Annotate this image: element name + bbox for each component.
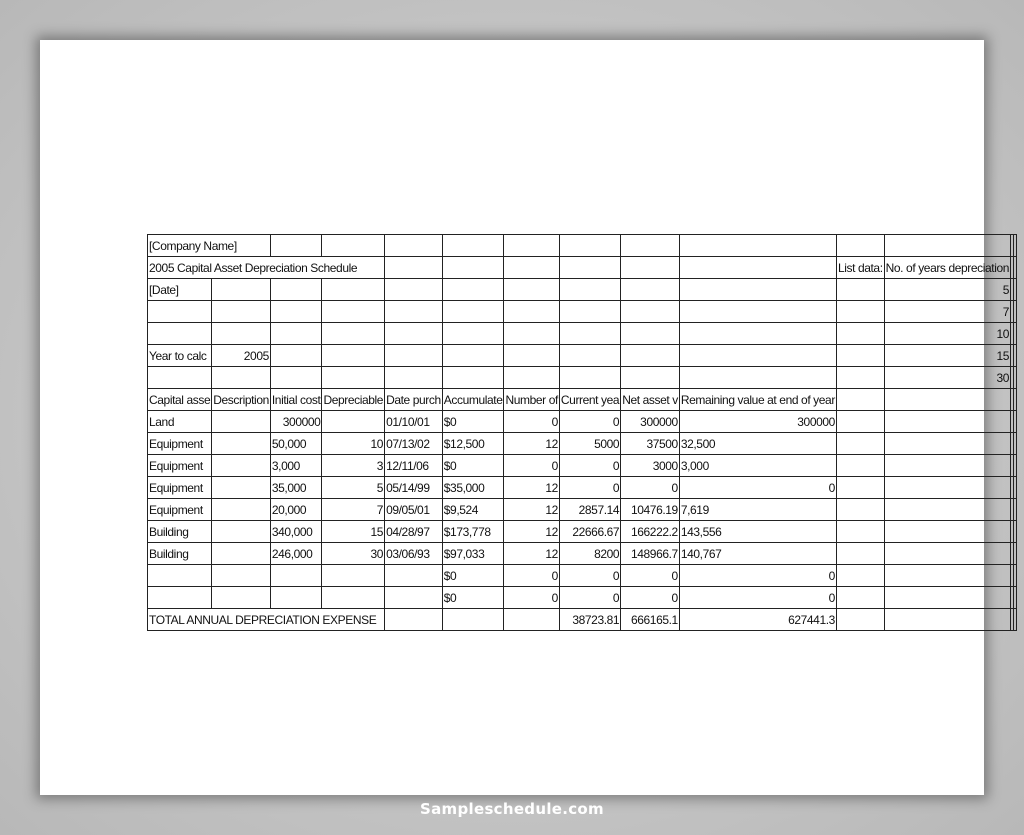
asset-row: [148, 521, 1017, 543]
net-asset-cell[interactable]: 300000: [621, 411, 680, 433]
sheet-cell[interactable]: [1014, 389, 1017, 411]
date-purchased-cell[interactable]: 04/28/97: [385, 521, 443, 543]
depreciable-years-cell[interactable]: 3: [322, 455, 385, 477]
accumulated-cell[interactable]: $97,033: [442, 543, 504, 565]
sheet-cell[interactable]: [621, 257, 680, 279]
sheet-cell[interactable]: [559, 235, 620, 257]
sheet-cell[interactable]: [836, 609, 884, 631]
sheet-cell[interactable]: [322, 367, 385, 389]
remaining-value-cell[interactable]: 7,619: [679, 499, 836, 521]
accumulated-cell[interactable]: $0: [442, 411, 504, 433]
sheet-cell[interactable]: [1014, 521, 1017, 543]
sheet-cell[interactable]: [1014, 433, 1017, 455]
column-header[interactable]: Accumulate: [442, 389, 504, 411]
number-cell[interactable]: 12: [504, 499, 559, 521]
initial-cost-cell[interactable]: 50,000: [270, 433, 322, 455]
depreciation-spreadsheet: [147, 234, 1017, 631]
sheet-cell[interactable]: [836, 565, 884, 587]
current-year-cell[interactable]: 2857.14: [559, 499, 620, 521]
total-label-cell[interactable]: TOTAL ANNUAL DEPRECIATION EXPENSE: [148, 609, 385, 631]
year-row: [148, 345, 1017, 367]
number-cell[interactable]: 0: [504, 411, 559, 433]
depreciable-years-cell[interactable]: 7: [322, 499, 385, 521]
asset-row: [148, 587, 1017, 609]
asset-cell[interactable]: Equipment: [148, 433, 212, 455]
column-header-row: [148, 389, 1017, 411]
current-year-cell[interactable]: 0: [559, 565, 620, 587]
sheet-cell[interactable]: [1014, 323, 1017, 345]
asset-cell[interactable]: [148, 565, 212, 587]
description-cell[interactable]: [212, 411, 271, 433]
current-year-cell[interactable]: 0: [559, 411, 620, 433]
sheet-cell[interactable]: [836, 433, 884, 455]
sheet-cell[interactable]: [679, 345, 836, 367]
sheet-cell[interactable]: [1014, 499, 1017, 521]
date-purchased-cell[interactable]: [385, 587, 443, 609]
asset-row: [148, 433, 1017, 455]
sheet-cell[interactable]: [148, 301, 212, 323]
total-remaining-cell[interactable]: 627441.3: [679, 609, 836, 631]
number-cell[interactable]: 0: [504, 455, 559, 477]
sheet-cell[interactable]: [836, 235, 884, 257]
sheet-cell[interactable]: [559, 345, 620, 367]
sheet-cell[interactable]: [884, 521, 1010, 543]
sheet-cell[interactable]: [621, 323, 680, 345]
sheet-cell[interactable]: [1014, 455, 1017, 477]
remaining-value-cell[interactable]: 140,767: [679, 543, 836, 565]
column-header[interactable]: Number of: [504, 389, 559, 411]
asset-cell[interactable]: Land: [148, 411, 212, 433]
date-purchased-cell[interactable]: 01/10/01: [385, 411, 443, 433]
sheet-cell[interactable]: [1014, 345, 1017, 367]
depreciable-years-cell[interactable]: [322, 565, 385, 587]
number-cell[interactable]: 0: [504, 587, 559, 609]
asset-row: [148, 565, 1017, 587]
asset-cell[interactable]: Equipment: [148, 455, 212, 477]
sheet-cell[interactable]: [442, 257, 504, 279]
total-net-cell[interactable]: 666165.1: [621, 609, 680, 631]
sheet-cell[interactable]: [836, 323, 884, 345]
sheet-cell[interactable]: [559, 323, 620, 345]
initial-cost-cell[interactable]: 3,000: [270, 455, 322, 477]
sheet-cell[interactable]: [679, 257, 836, 279]
year-label-cell[interactable]: Year to calc: [148, 345, 212, 367]
sheet-cell[interactable]: [621, 235, 680, 257]
sheet-cell[interactable]: [884, 411, 1010, 433]
number-cell[interactable]: 0: [504, 565, 559, 587]
sheet-cell[interactable]: [836, 477, 884, 499]
current-year-cell[interactable]: 0: [559, 455, 620, 477]
initial-cost-cell[interactable]: 20,000: [270, 499, 322, 521]
sheet-cell[interactable]: [442, 609, 504, 631]
sheet-cell[interactable]: [442, 345, 504, 367]
column-header[interactable]: Depreciable: [322, 389, 385, 411]
sheet-cell[interactable]: [385, 367, 443, 389]
net-asset-cell[interactable]: 0: [621, 587, 680, 609]
depreciable-years-cell[interactable]: 15: [322, 521, 385, 543]
sheet-cell[interactable]: [679, 279, 836, 301]
date-purchased-cell[interactable]: 12/11/06: [385, 455, 443, 477]
sheet-cell[interactable]: [836, 345, 884, 367]
column-header[interactable]: Date purch: [385, 389, 443, 411]
asset-row: [148, 499, 1017, 521]
sheet-cell[interactable]: [559, 257, 620, 279]
list-value-cell[interactable]: 7: [884, 301, 1010, 323]
sheet-cell[interactable]: [679, 323, 836, 345]
remaining-value-cell[interactable]: 300000: [679, 411, 836, 433]
sheet-cell[interactable]: [504, 609, 559, 631]
date-purchased-cell[interactable]: [385, 565, 443, 587]
sheet-cell[interactable]: [884, 543, 1010, 565]
asset-cell[interactable]: Equipment: [148, 477, 212, 499]
total-current-cell[interactable]: 38723.81: [559, 609, 620, 631]
number-cell[interactable]: 12: [504, 543, 559, 565]
sheet-cell[interactable]: [504, 323, 559, 345]
sheet-cell[interactable]: [836, 543, 884, 565]
sheet-cell[interactable]: [1014, 279, 1017, 301]
sheet-cell[interactable]: [270, 301, 322, 323]
sheet-cell[interactable]: [504, 235, 559, 257]
current-year-cell[interactable]: 0: [559, 587, 620, 609]
sheet-cell[interactable]: [836, 301, 884, 323]
depreciable-years-cell[interactable]: 5: [322, 477, 385, 499]
sheet-cell[interactable]: [504, 257, 559, 279]
company-name-cell[interactable]: [Company Name]: [148, 235, 271, 257]
number-cell[interactable]: 12: [504, 433, 559, 455]
sheet-cell[interactable]: [212, 279, 271, 301]
sheet-cell[interactable]: [270, 279, 322, 301]
list-data-label[interactable]: List data:: [836, 257, 884, 279]
sheet-cell[interactable]: [884, 565, 1010, 587]
sheet-cell[interactable]: [385, 235, 443, 257]
sheet-cell[interactable]: [836, 499, 884, 521]
depreciable-years-cell[interactable]: 10: [322, 433, 385, 455]
sheet-cell[interactable]: [679, 367, 836, 389]
sheet-cell[interactable]: [884, 455, 1010, 477]
net-asset-cell[interactable]: 0: [621, 477, 680, 499]
sheet-cell[interactable]: [559, 279, 620, 301]
asset-cell[interactable]: Building: [148, 543, 212, 565]
sheet-cell[interactable]: [270, 323, 322, 345]
title-row: [148, 257, 1017, 279]
number-cell[interactable]: 12: [504, 521, 559, 543]
sheet-cell[interactable]: [1014, 301, 1017, 323]
column-header[interactable]: Current yea: [559, 389, 620, 411]
description-cell[interactable]: [212, 477, 271, 499]
asset-row: [148, 477, 1017, 499]
title-cell[interactable]: 2005 Capital Asset Depreciation Schedule: [148, 257, 385, 279]
date-purchased-cell[interactable]: 03/06/93: [385, 543, 443, 565]
remaining-value-cell[interactable]: 32,500: [679, 433, 836, 455]
sheet-cell[interactable]: [212, 367, 271, 389]
initial-cost-cell[interactable]: 246,000: [270, 543, 322, 565]
initial-cost-cell[interactable]: [270, 587, 322, 609]
column-header[interactable]: Description: [212, 389, 271, 411]
sheet-cell[interactable]: [836, 521, 884, 543]
sheet-cell[interactable]: [270, 367, 322, 389]
sheet-cell[interactable]: [559, 367, 620, 389]
sheet-cell[interactable]: [270, 345, 322, 367]
remaining-value-cell[interactable]: 3,000: [679, 455, 836, 477]
accumulated-cell[interactable]: $12,500: [442, 433, 504, 455]
net-asset-cell[interactable]: 3000: [621, 455, 680, 477]
depreciable-years-cell[interactable]: 30: [322, 543, 385, 565]
column-header[interactable]: Capital asse: [148, 389, 212, 411]
accumulated-cell[interactable]: $9,524: [442, 499, 504, 521]
sheet-cell[interactable]: [884, 477, 1010, 499]
list-header-cell[interactable]: No. of years depreciation: [884, 257, 1010, 279]
sheet-cell[interactable]: [385, 279, 443, 301]
date-row: [148, 279, 1017, 301]
sheet-cell[interactable]: [385, 609, 443, 631]
remaining-value-cell[interactable]: 0: [679, 565, 836, 587]
sheet-cell[interactable]: [884, 235, 1010, 257]
asset-cell[interactable]: Equipment: [148, 499, 212, 521]
list-value-cell[interactable]: 15: [884, 345, 1010, 367]
sheet-cell[interactable]: [148, 367, 212, 389]
sheet-cell[interactable]: [559, 301, 620, 323]
depreciable-years-cell[interactable]: [322, 411, 385, 433]
current-year-cell[interactable]: 0: [559, 477, 620, 499]
sheet-cell[interactable]: [212, 323, 271, 345]
sheet-cell[interactable]: [884, 433, 1010, 455]
description-cell[interactable]: [212, 433, 271, 455]
current-year-cell[interactable]: 5000: [559, 433, 620, 455]
date-purchased-cell[interactable]: 07/13/02: [385, 433, 443, 455]
accumulated-cell[interactable]: $0: [442, 455, 504, 477]
sheet-cell[interactable]: [504, 279, 559, 301]
sheet-cell[interactable]: [836, 587, 884, 609]
sheet-cell[interactable]: [322, 235, 385, 257]
sheet-cell[interactable]: [322, 323, 385, 345]
sheet-cell[interactable]: [884, 609, 1010, 631]
sheet-cell[interactable]: [442, 235, 504, 257]
asset-cell[interactable]: Building: [148, 521, 212, 543]
list-value-cell[interactable]: 10: [884, 323, 1010, 345]
sheet-cell[interactable]: [322, 345, 385, 367]
sheet-cell[interactable]: [385, 323, 443, 345]
sheet-cell[interactable]: [504, 345, 559, 367]
accumulated-cell[interactable]: $35,000: [442, 477, 504, 499]
sheet-cell[interactable]: [1014, 543, 1017, 565]
sheet-cell[interactable]: [836, 279, 884, 301]
sheet-cell[interactable]: [322, 301, 385, 323]
list-value-cell[interactable]: 30: [884, 367, 1010, 389]
description-cell[interactable]: [212, 521, 271, 543]
sheet-cell[interactable]: [884, 389, 1010, 411]
net-asset-cell[interactable]: 0: [621, 565, 680, 587]
sheet-body: [148, 235, 1017, 631]
initial-cost-cell[interactable]: 35,000: [270, 477, 322, 499]
asset-cell[interactable]: [148, 587, 212, 609]
asset-row: [148, 411, 1017, 433]
sheet-cell[interactable]: [621, 345, 680, 367]
blank-row: [148, 301, 1017, 323]
initial-cost-cell[interactable]: 300000: [270, 411, 322, 433]
sheet-cell[interactable]: [442, 279, 504, 301]
sheet-cell[interactable]: [1014, 477, 1017, 499]
description-cell[interactable]: [212, 455, 271, 477]
depreciable-years-cell[interactable]: [322, 587, 385, 609]
description-cell[interactable]: [212, 543, 271, 565]
description-cell[interactable]: [212, 565, 271, 587]
description-cell[interactable]: [212, 499, 271, 521]
sheet-cell[interactable]: [212, 301, 271, 323]
accumulated-cell[interactable]: $0: [442, 587, 504, 609]
watermark: Sampleschedule.com: [420, 800, 604, 818]
net-asset-cell[interactable]: 148966.7: [621, 543, 680, 565]
date-purchased-cell[interactable]: 09/05/01: [385, 499, 443, 521]
sheet-cell[interactable]: [621, 279, 680, 301]
sheet-cell[interactable]: [1014, 367, 1017, 389]
sheet-cell[interactable]: [270, 235, 322, 257]
accumulated-cell[interactable]: $0: [442, 565, 504, 587]
year-value-cell[interactable]: 2005: [212, 345, 271, 367]
sheet-cell[interactable]: [1014, 411, 1017, 433]
sheet-cell[interactable]: [884, 499, 1010, 521]
sheet-cell[interactable]: [385, 301, 443, 323]
date-cell[interactable]: [Date]: [148, 279, 212, 301]
sheet-cell[interactable]: [148, 323, 212, 345]
description-cell[interactable]: [212, 587, 271, 609]
sheet-cell[interactable]: [1014, 235, 1017, 257]
number-cell[interactable]: 12: [504, 477, 559, 499]
asset-row: [148, 543, 1017, 565]
initial-cost-cell[interactable]: [270, 565, 322, 587]
sheet-cell[interactable]: [1014, 565, 1017, 587]
sheet-cell[interactable]: [442, 301, 504, 323]
sheet-cell[interactable]: [504, 367, 559, 389]
net-asset-cell[interactable]: 10476.19: [621, 499, 680, 521]
initial-cost-cell[interactable]: 340,000: [270, 521, 322, 543]
sheet-cell[interactable]: [322, 279, 385, 301]
blank-row: [148, 323, 1017, 345]
net-asset-cell[interactable]: 166222.2: [621, 521, 680, 543]
remaining-value-cell[interactable]: 143,556: [679, 521, 836, 543]
sheet-cell[interactable]: [836, 367, 884, 389]
sheet-cell[interactable]: [621, 301, 680, 323]
sheet-cell[interactable]: [442, 367, 504, 389]
list-value-cell[interactable]: 5: [884, 279, 1010, 301]
current-year-cell[interactable]: 8200: [559, 543, 620, 565]
net-asset-cell[interactable]: 37500: [621, 433, 680, 455]
sheet-cell[interactable]: [442, 323, 504, 345]
sheet-cell[interactable]: [1014, 587, 1017, 609]
column-header[interactable]: Initial cost: [270, 389, 322, 411]
sheet-cell[interactable]: [836, 411, 884, 433]
column-header[interactable]: Net asset v: [621, 389, 680, 411]
accumulated-cell[interactable]: $173,778: [442, 521, 504, 543]
sheet-cell[interactable]: [679, 301, 836, 323]
current-year-cell[interactable]: 22666.67: [559, 521, 620, 543]
sheet-cell[interactable]: [836, 455, 884, 477]
asset-row: [148, 455, 1017, 477]
total-row: [148, 609, 1017, 631]
sheet-cell[interactable]: [504, 301, 559, 323]
sheet-cell[interactable]: [1014, 609, 1017, 631]
remaining-value-cell[interactable]: 0: [679, 477, 836, 499]
document-page: [40, 40, 1010, 795]
date-purchased-cell[interactable]: 05/14/99: [385, 477, 443, 499]
company-row: [148, 235, 1017, 257]
sheet-cell[interactable]: [679, 235, 836, 257]
column-header[interactable]: Remaining value at end of year: [679, 389, 836, 411]
sheet-cell[interactable]: [385, 345, 443, 367]
sheet-cell[interactable]: [621, 367, 680, 389]
sheet-cell[interactable]: [836, 389, 884, 411]
sheet-cell[interactable]: [1014, 257, 1017, 279]
sheet-cell[interactable]: [884, 587, 1010, 609]
remaining-value-cell[interactable]: 0: [679, 587, 836, 609]
blank-row: [148, 367, 1017, 389]
sheet-cell[interactable]: [385, 257, 443, 279]
